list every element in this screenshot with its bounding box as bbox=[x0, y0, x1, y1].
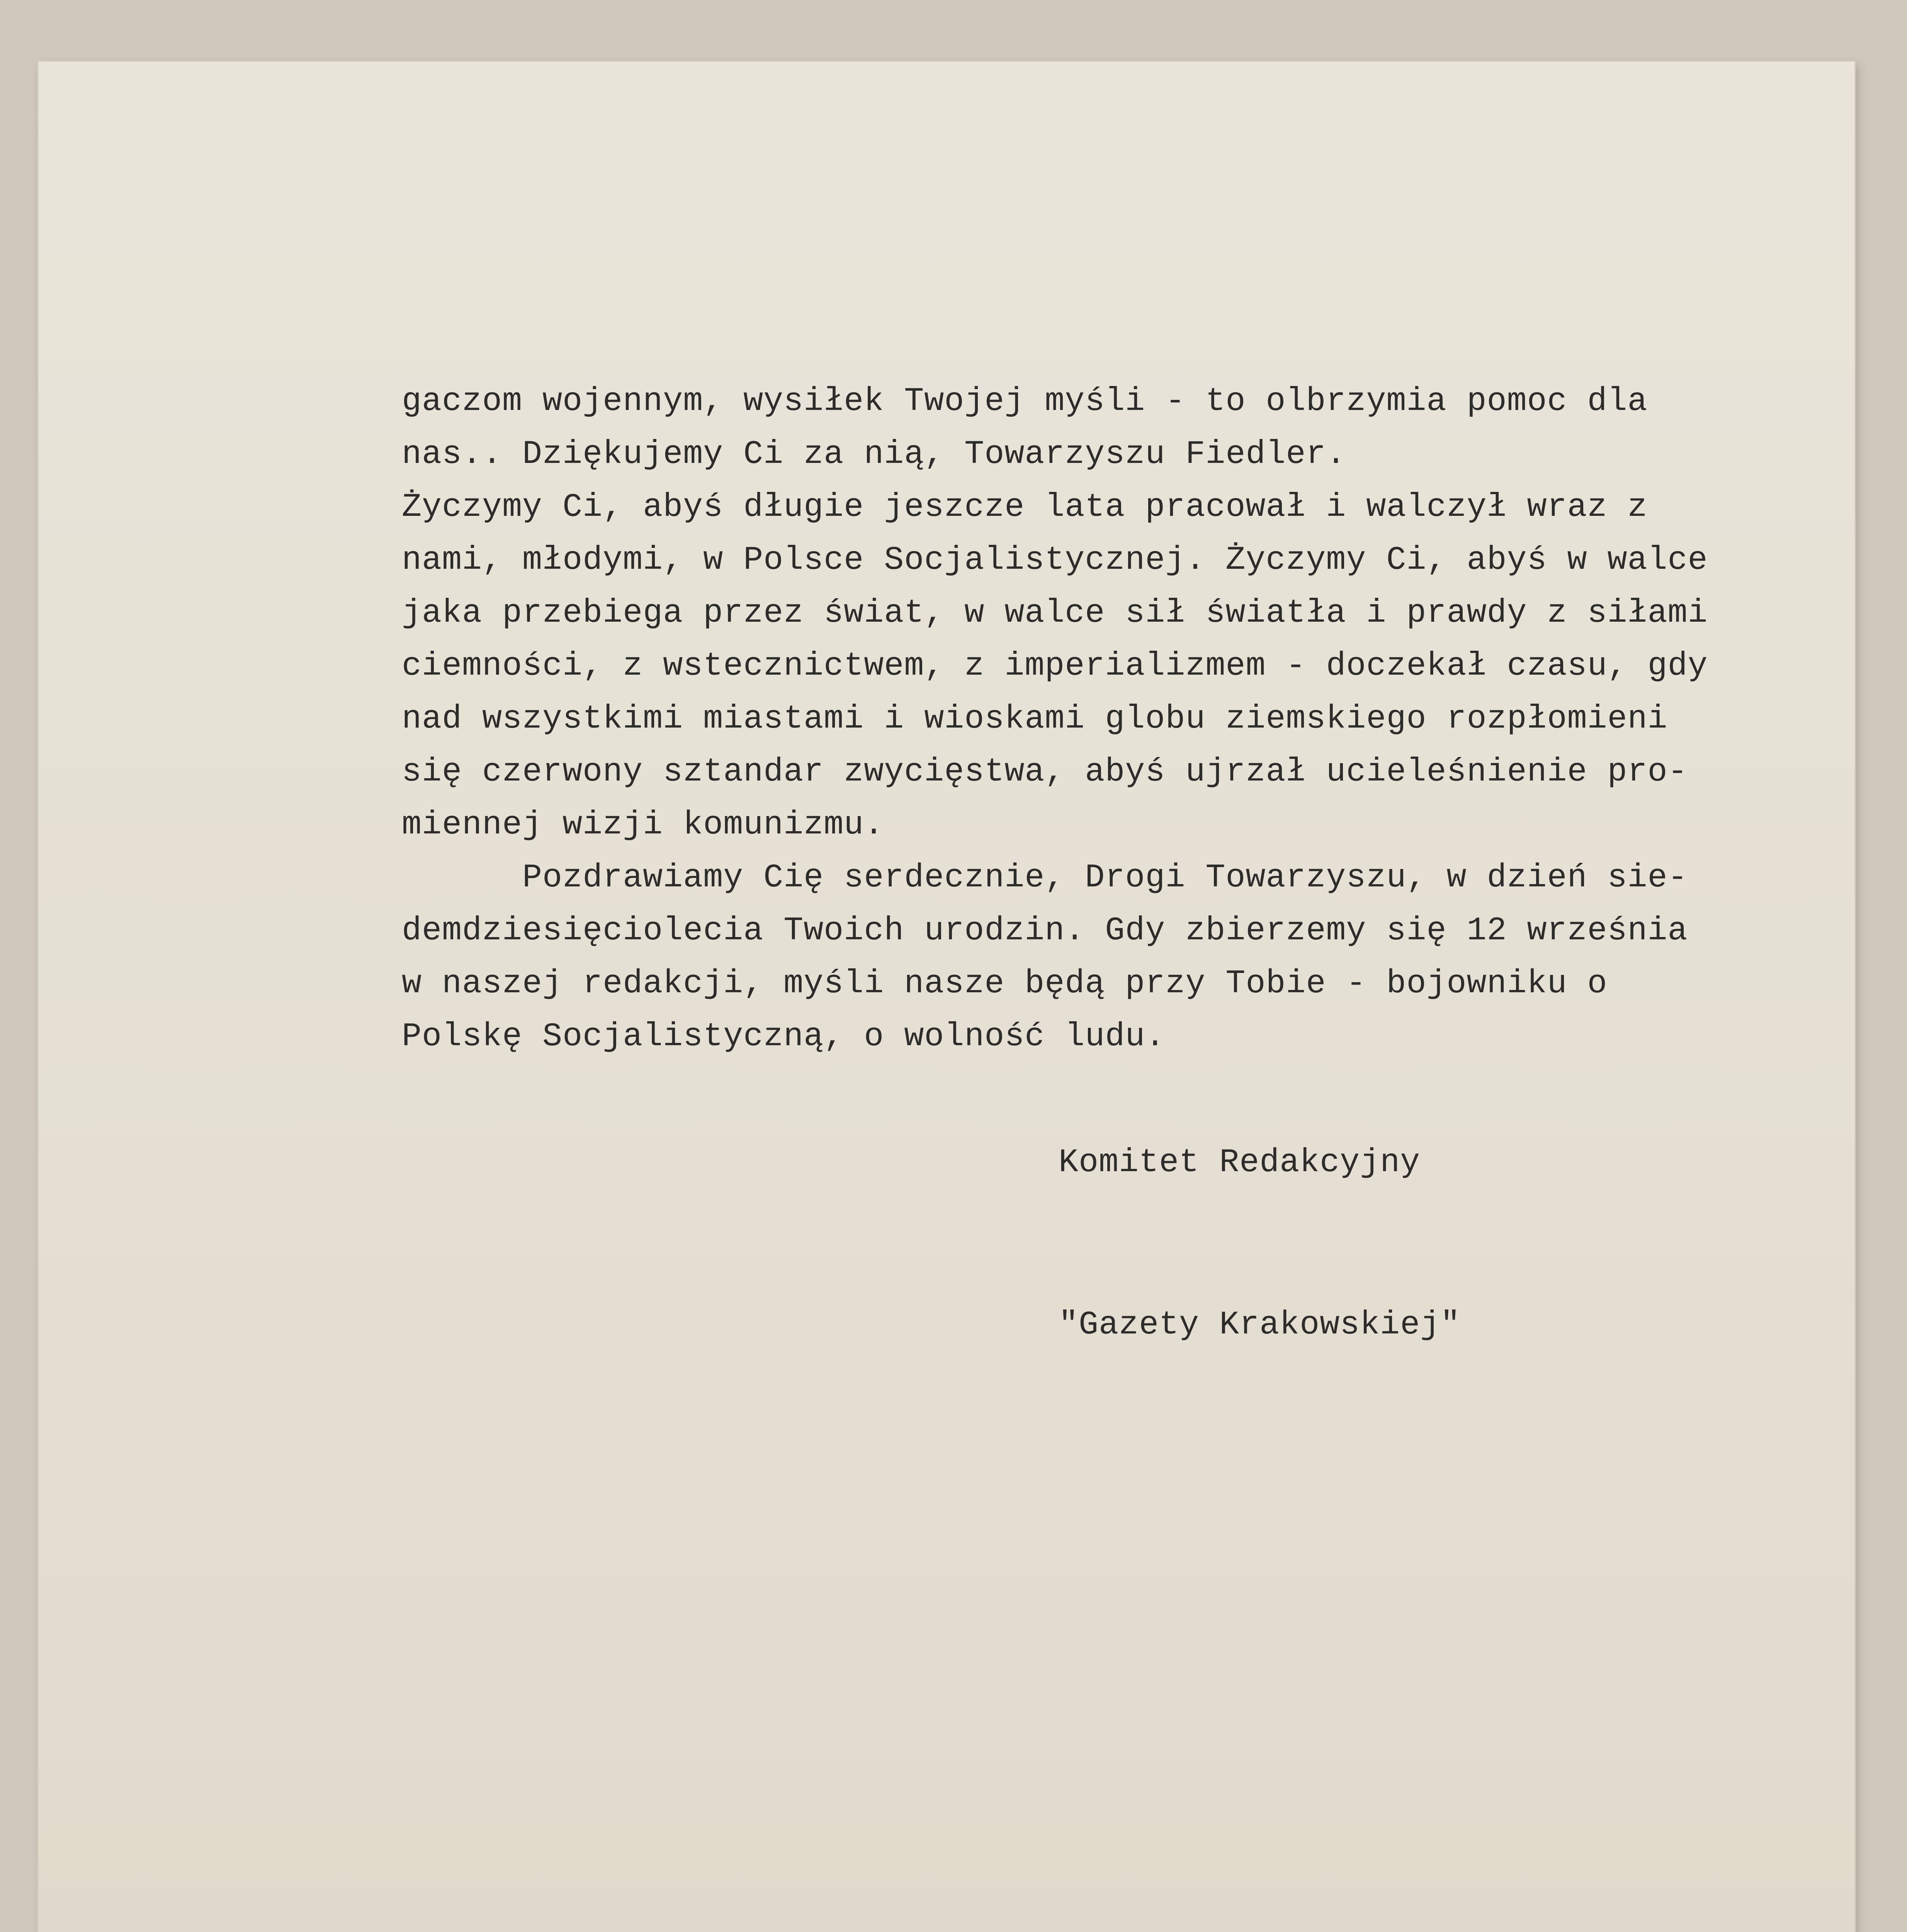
letter-line: Pozdrawiamy Cię serdecznie, Drogi Towarzyszu, w dzień sie- bbox=[402, 859, 1688, 896]
letter-line: miennej wizji komunizmu. bbox=[402, 806, 884, 844]
letter-line: ciemności, z wstecznictwem, z imperializmem - doczekał czasu, gdy bbox=[402, 647, 1708, 685]
letter-line: Życzymy Ci, abyś długie jeszcze lata pracował i walczył wraz z bbox=[402, 488, 1648, 526]
letter-line: nas.. Dziękujemy Ci za nią, Towarzyszu Fiedler. bbox=[402, 435, 1346, 473]
letter-line: jaka przebiega przez świat, w walce sił światła i prawdy z siłami bbox=[402, 594, 1708, 632]
letter-line: w naszej redakcji, myśli nasze będą przy Tobie - bojowniku o bbox=[402, 965, 1608, 1002]
letter-line: demdziesięciolecia Twoich urodzin. Gdy zbierzemy się 12 września bbox=[402, 912, 1688, 949]
paper-sheet bbox=[39, 62, 1854, 1932]
signature-newspaper: "Gazety Krakowskiej" bbox=[1059, 1306, 1461, 1344]
letter-body bbox=[402, 375, 1870, 1063]
letter-line: się czerwony sztandar zwycięstwa, abyś ujrzał ucieleśnienie pro- bbox=[402, 753, 1688, 791]
letter-line: nad wszystkimi miastami i wioskami globu ziemskiego rozpłomieni bbox=[402, 700, 1668, 738]
letter-line: nami, młodymi, w Polsce Socjalistycznej. Życzymy Ci, abyś w walce bbox=[402, 541, 1708, 579]
signature-committee: Komitet Redakcyjny bbox=[1059, 1144, 1421, 1181]
letter-line: Polskę Socjalistyczną, o wolność ludu. bbox=[402, 1018, 1166, 1055]
letter-line: gaczom wojennym, wysiłek Twojej myśli - to olbrzymia pomoc dla bbox=[402, 383, 1648, 420]
